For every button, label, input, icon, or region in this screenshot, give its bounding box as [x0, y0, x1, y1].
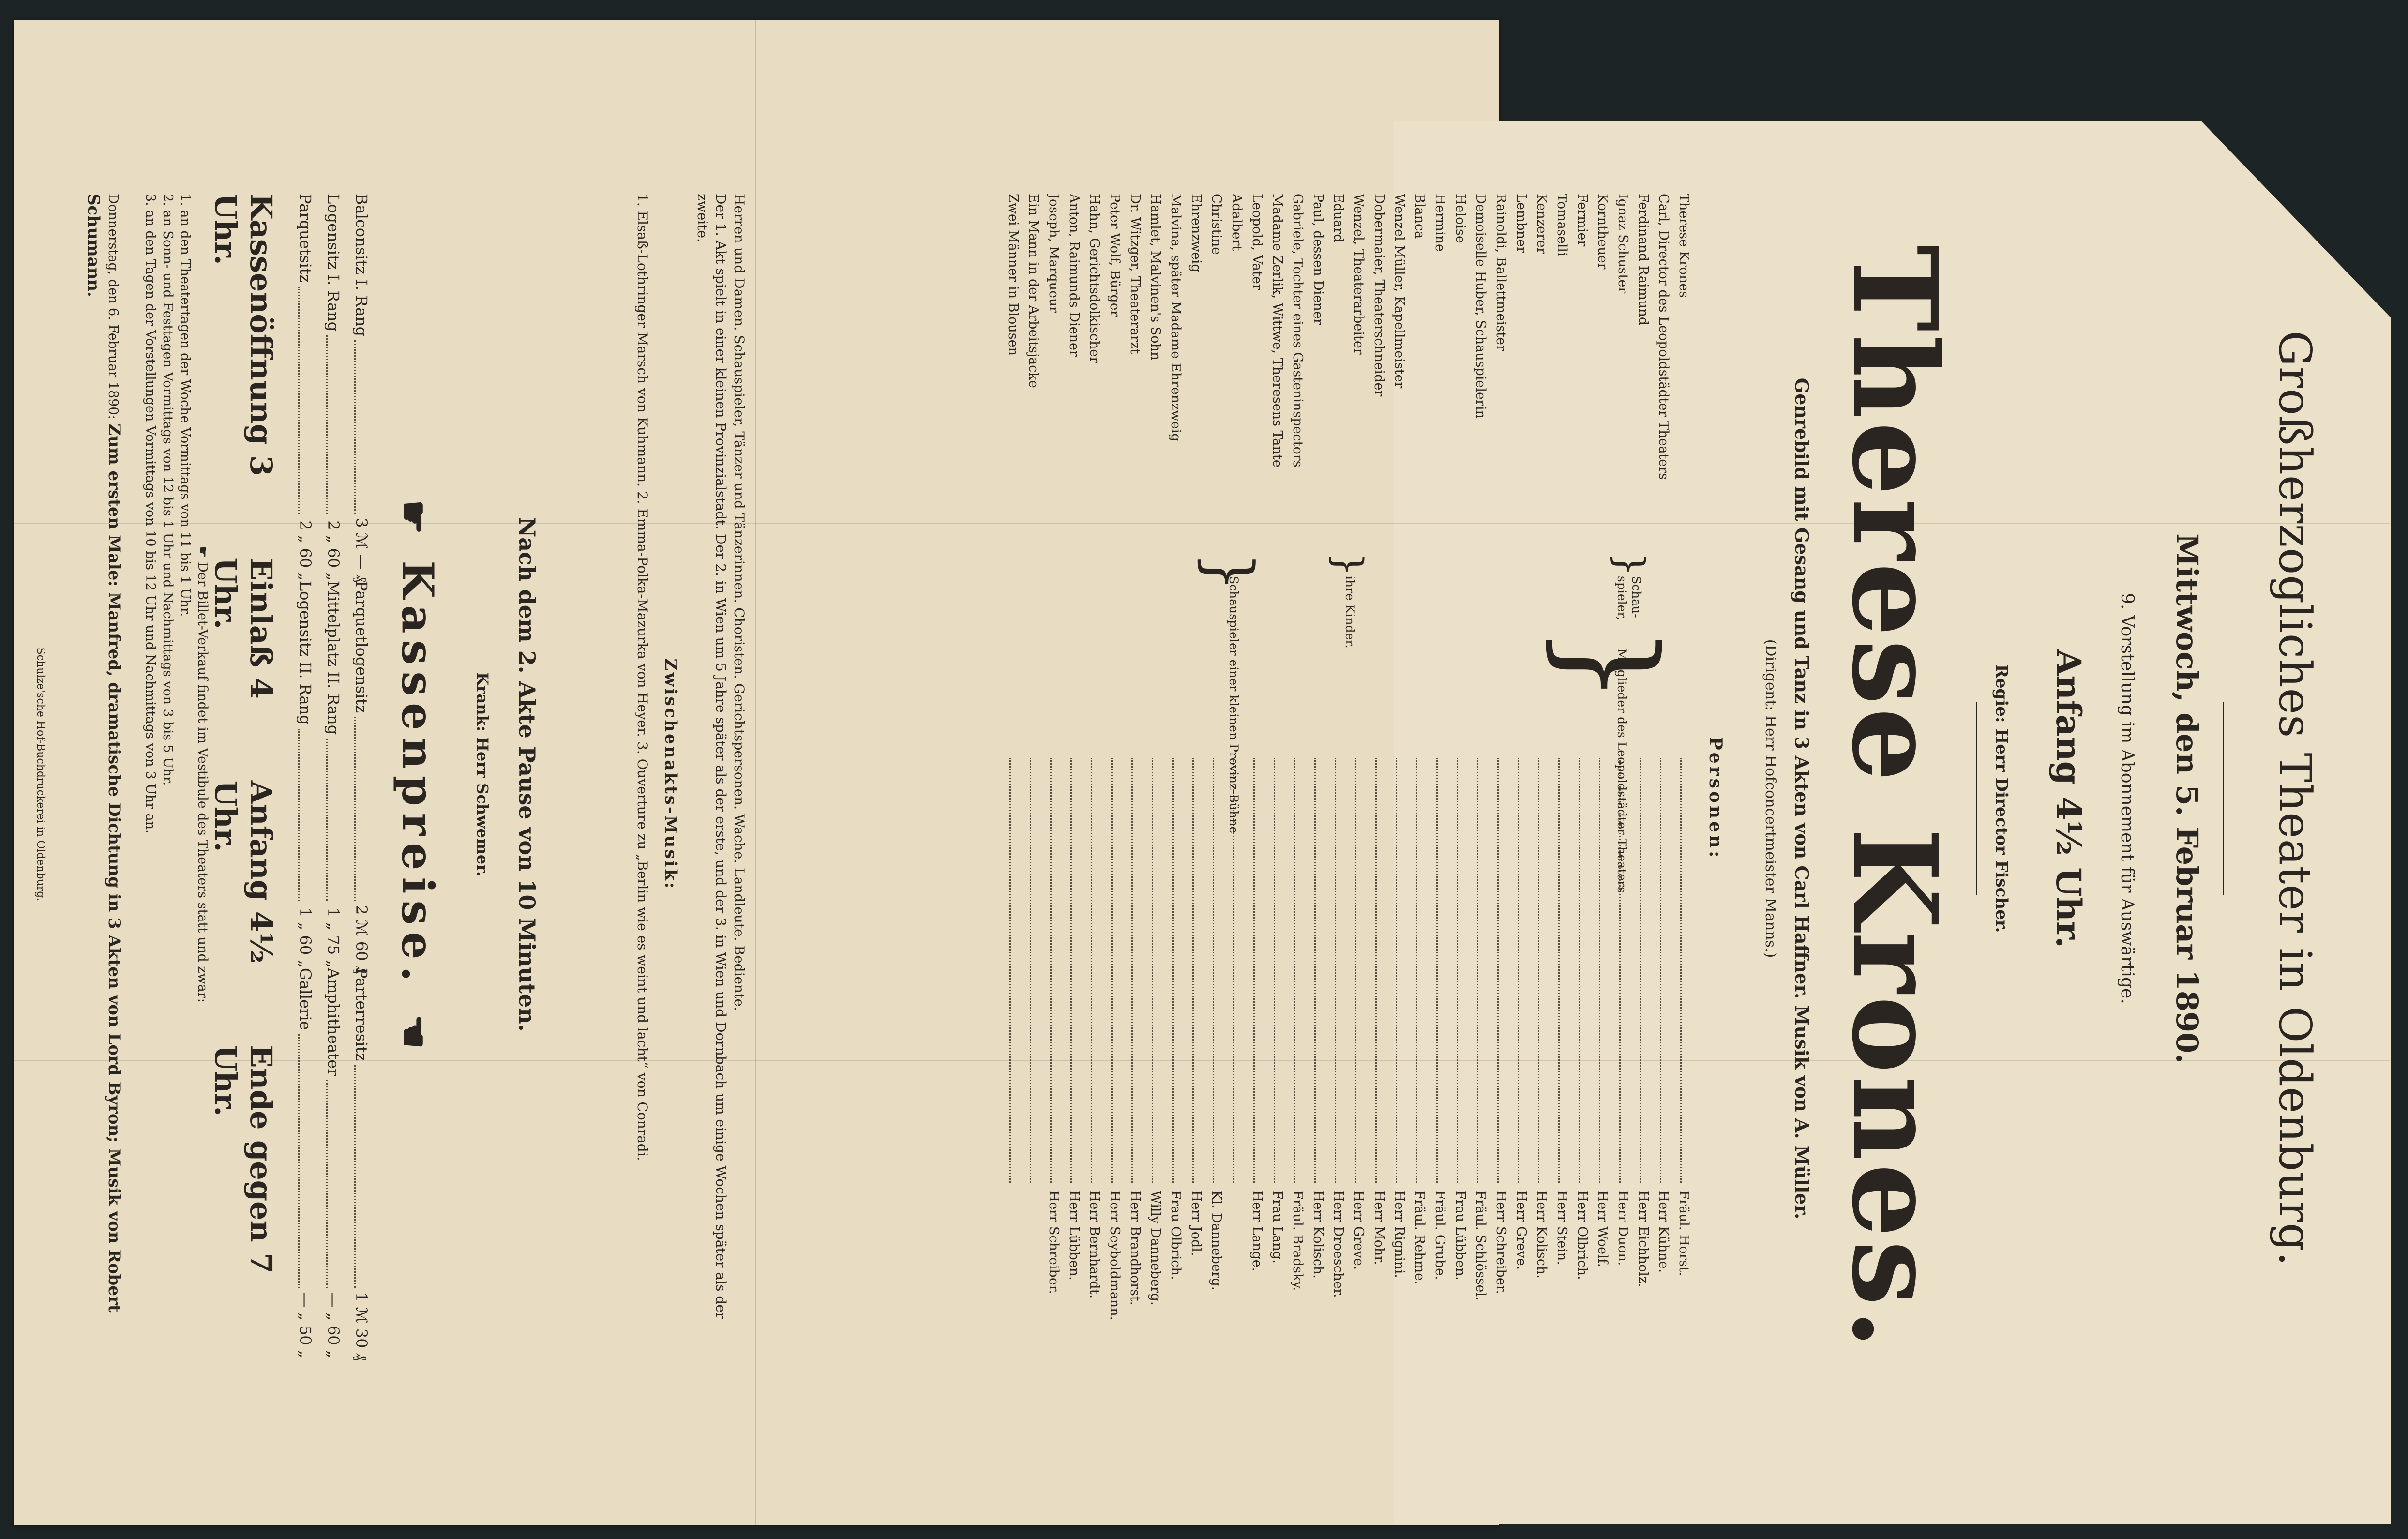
cast-row	[1391, 194, 1407, 1355]
regie-line: Regie: Herr Director Fischer.	[1992, 664, 2011, 933]
cast-row	[1431, 194, 1448, 1355]
cast-actor: Herr Kühne.	[1656, 1191, 1671, 1273]
performance-date: Mittwoch, den 5. Februar 1890.	[2169, 533, 2205, 1064]
cast-role: Rainoldi, Ballettmeister	[1493, 194, 1508, 351]
seat-price: — „ 60 „	[324, 1292, 343, 1358]
seat-category: Logensitz I. Rang	[324, 194, 343, 332]
cast-role: Demoiselle Huber, Schauspielerin	[1473, 194, 1488, 419]
cast-actor: Herr Lübben.	[1067, 1191, 1082, 1281]
music-heading: Zwischenakts-Musik:	[661, 658, 680, 890]
dot-leader	[354, 717, 376, 901]
cast-role: Madame Zerlik, Wittwe, Theresens Tante	[1270, 194, 1285, 468]
dot-leader	[1009, 758, 1021, 1183]
cast-role: Dr. Witzger, Theaterarzt	[1128, 194, 1143, 354]
price-cell	[347, 581, 376, 974]
cast-actor: Herr Rignini.	[1392, 1191, 1407, 1278]
cast-row	[1086, 194, 1102, 1355]
price-cell	[347, 194, 376, 581]
dot-leader	[298, 729, 319, 901]
theater-title: Großherzogliches Theater in Oldenburg.	[2269, 331, 2321, 1267]
pause-note: Nach dem 2. Akte Pause von 10 Minuten.	[514, 517, 540, 1032]
cast-actor: Herr Duon.	[1615, 1191, 1630, 1266]
cast-role: Ferdinand Raimund	[1636, 194, 1651, 326]
cast-actor: Fräul. Rehme.	[1412, 1191, 1427, 1285]
pointing-hand-icon: ☛	[195, 546, 210, 562]
cast-row	[1045, 194, 1062, 1355]
cast-actor: Fräul. Horst.	[1676, 1191, 1691, 1276]
dot-leader	[1192, 758, 1204, 1183]
cast-role: Christine	[1209, 194, 1224, 255]
prices-heading-text: Kassenpreise.	[392, 560, 443, 988]
dot-leader	[1680, 758, 1692, 1183]
dot-leader	[1497, 758, 1509, 1183]
seat-category: Amphitheater	[324, 968, 343, 1076]
dot-leader	[1396, 758, 1407, 1183]
seat-price: 1 ℳ 30 ₰	[352, 1292, 371, 1361]
prices-heading	[391, 194, 444, 1355]
cast-row	[1635, 194, 1651, 1355]
cast-actor: Herr Droescher.	[1331, 1191, 1346, 1298]
cast-row	[1675, 194, 1692, 1355]
ticket-sales-lead-text: Der Billet-Verkauf findet im Vestibule des Theaters statt und zwar:	[195, 561, 210, 1003]
box-office-time: Kassenöffnung 3 Uhr.	[208, 194, 279, 476]
cast-role: Heloise	[1453, 194, 1468, 243]
cast-role: Peter Wolf, Bürger	[1107, 194, 1122, 317]
divider	[1976, 702, 1977, 895]
dot-leader	[1660, 758, 1671, 1183]
cast-role: Korntheuer	[1595, 194, 1610, 270]
cast-actor	[1005, 1191, 1021, 1355]
dot-leader	[1152, 758, 1163, 1183]
dot-leader	[298, 287, 319, 514]
dot-leader	[1294, 758, 1306, 1183]
price-cell	[347, 968, 376, 1361]
cast-row	[1472, 194, 1489, 1355]
cast-role: Wenzel, Theaterarbeiter	[1351, 194, 1366, 355]
dot-leader	[1518, 758, 1529, 1183]
cast-row	[1655, 194, 1671, 1355]
play-title: Therese Krones.	[1826, 245, 1963, 1352]
dot-leader	[1335, 758, 1346, 1183]
cast-actor: Herr Brandhorst.	[1128, 1191, 1143, 1306]
dot-leader	[1111, 758, 1123, 1183]
dot-leader	[1355, 758, 1367, 1183]
pointing-hand-icon: ☛	[391, 1007, 437, 1049]
cast-actor: Herr Bernhardt.	[1087, 1191, 1102, 1299]
dot-leader	[1558, 758, 1570, 1183]
dot-leader	[1213, 758, 1224, 1183]
cast-actor: Herr Eichholz.	[1636, 1191, 1651, 1287]
cast-actor	[1228, 1191, 1245, 1355]
cast-role: Kenzerer	[1534, 194, 1549, 254]
cast-row	[1492, 194, 1509, 1355]
cast-role: Anton, Raimunds Diener	[1067, 194, 1082, 357]
cast-actor: Herr Woelf.	[1595, 1191, 1610, 1267]
brace-icon: }	[1536, 624, 1683, 705]
cast-actor: Herr Stein.	[1554, 1191, 1569, 1265]
cast-actor: Herr Kolisch.	[1534, 1191, 1549, 1279]
dot-leader	[326, 335, 347, 514]
cast-actor: Herr Lange.	[1249, 1191, 1264, 1272]
dot-leader	[1050, 758, 1062, 1183]
dot-leader	[1538, 758, 1550, 1183]
cast-role: Adalbert	[1229, 194, 1244, 251]
cast-row	[1289, 194, 1306, 1355]
dot-leader	[1314, 758, 1326, 1183]
seat-category: Gallerie	[296, 968, 315, 1030]
cast-actor: Herr Schreiber.	[1046, 1191, 1061, 1295]
seat-category: Parquetsitz	[296, 194, 315, 283]
cast-role: Ein Mann in der Arbeitsjacke	[1026, 194, 1041, 388]
price-cell	[291, 194, 319, 581]
printer-imprint: Schulze'sche Hof-Buchdruckerei in Oldenburg.	[34, 647, 46, 902]
brace-icon: }	[1326, 552, 1371, 576]
seat-category: Mittelplatz II. Rang	[324, 581, 343, 735]
dot-leader	[1416, 758, 1428, 1183]
dot-leader	[1599, 758, 1610, 1183]
extras-note: Herren und Damen. Schauspieler, Tänzer und Tänzerinnen. Choristen. Gerichtspersonen. Wache. Landleute. Bediente.	[731, 194, 747, 1011]
cast-role: Ignaz Schuster	[1615, 194, 1630, 294]
cast-role: Hermine	[1432, 194, 1447, 252]
seat-price: 2 „ 60 „	[324, 520, 343, 581]
dot-leader	[326, 1080, 347, 1288]
cast-role: Paul, dessen Diener	[1310, 194, 1325, 325]
cast-actor: Fräul. Grube.	[1432, 1191, 1447, 1280]
price-row	[319, 194, 347, 1358]
cast-role: Hahn, Gerichtsdolkischer	[1087, 194, 1102, 363]
dot-leader	[1457, 758, 1468, 1183]
cast-row	[1574, 194, 1590, 1355]
cast-role: Carl, Director des Leopoldstädter Theaters	[1656, 194, 1671, 480]
cast-actor: Herr Jodl.	[1189, 1191, 1204, 1256]
cast-row	[1533, 194, 1550, 1355]
cast-row	[1025, 194, 1041, 1355]
cast-actor	[1025, 1191, 1041, 1355]
cast-role: Dobermaier, Theaterschneider	[1371, 194, 1386, 397]
cast-role: Ehrenzweig	[1189, 194, 1204, 272]
next-performance	[82, 194, 124, 1355]
dot-leader	[326, 739, 347, 901]
cast-row	[1269, 194, 1285, 1355]
cast-role: Leopold, Vater	[1249, 194, 1264, 290]
cast-actor: Fräul. Bradsky.	[1290, 1191, 1305, 1291]
price-cell	[319, 194, 347, 581]
dot-leader	[1131, 758, 1143, 1183]
dot-leader	[1070, 758, 1082, 1183]
cast-role: Fermier	[1575, 194, 1590, 247]
illness-note: Krank: Herr Schwemer.	[473, 672, 492, 877]
cast-actor: Fräul. Schlössel.	[1473, 1191, 1488, 1301]
cast-role: Malvina, später Madame Ehrenzweig	[1168, 194, 1183, 442]
dot-leader	[1640, 758, 1651, 1183]
cast-actor: Herr Schreiber.	[1493, 1191, 1508, 1295]
cast-role: Joseph, Marqueur	[1046, 194, 1061, 313]
group-note: Mitglieder des Leopoldstädter Theaters	[1615, 649, 1629, 893]
cast-row	[1350, 194, 1367, 1355]
cast-actor: Willy Danneberg.	[1148, 1191, 1163, 1306]
dot-leader	[1030, 758, 1041, 1183]
cast-row	[1249, 194, 1265, 1355]
cast-actor: Herr Seyboldmann.	[1107, 1191, 1122, 1321]
acts-note: Der 1. Akt spielt in einer kleinen Provinzialstadt. Der 2. in Wien um 5 Jahre später als der erste, und der 3. in Wien und Dornbach um einige Wochen später als der zweite.	[694, 194, 729, 1319]
cast-role: Tomaselli	[1554, 194, 1569, 256]
dot-leader	[1436, 758, 1448, 1183]
price-cell	[319, 581, 347, 968]
ticket-sales-item: 3. an den Tagen der Vorstellungen Vormittags von 10 bis 12 Uhr und Nachmittags von 3 Uhr an.	[143, 194, 158, 834]
next-date: Donnerstag, den 6. Februar 1890:	[105, 194, 120, 420]
start-time: Anfang 4½ Uhr.	[2048, 649, 2089, 948]
cast-actor: Herr Greve.	[1351, 1191, 1366, 1270]
price-row	[347, 194, 376, 1361]
ticket-sales	[141, 194, 211, 1355]
next-details: Zum ersten Male: Manfred, dramatische Dichtung in 3 Akten von Lord Byron; Musik von Robert Schumann.	[84, 194, 124, 1313]
cast-row	[1208, 194, 1224, 1355]
cast-actor: Herr Greve.	[1514, 1191, 1529, 1270]
group-note: ihre Kinder.	[1343, 576, 1357, 649]
dot-leader	[1477, 758, 1489, 1183]
cast-row	[1066, 194, 1082, 1355]
start-time-footer: Anfang 4½ Uhr.	[208, 780, 279, 964]
dot-leader	[1579, 758, 1590, 1183]
seat-price: 2 ℳ 60 ₰	[352, 905, 371, 974]
seat-category: Balconsitz I. Rang	[352, 194, 371, 337]
cast-actor: Herr Olbrich.	[1575, 1191, 1590, 1280]
ticket-sales-item: 2. an Sonn- und Festtagen Vormittags von 12 bis 1 Uhr und Nachmittags von 3 bis 5 Uhr.	[160, 194, 175, 786]
cast-actor: Frau Lübben.	[1453, 1191, 1468, 1281]
dirigent: (Dirigent: Herr Hofconcertmeister Manns.)	[1762, 639, 1779, 958]
performance-number: 9. Vorstellung im Abonnement für Auswärtige.	[2117, 593, 2137, 1004]
cast-row	[1513, 194, 1529, 1355]
dot-leader	[1375, 758, 1387, 1183]
cast-role: Wenzel Müller, Kapellmeister	[1392, 194, 1407, 389]
cast-heading: Personen:	[1705, 737, 1726, 860]
music-program: 1. Elsaß-Lothringer Marsch von Kuhmann. 2. Emma-Polka-Mazurka von Heyer. 3. Ouverture zu „Berlin wie es weint und lacht“ von Conradi.	[634, 194, 650, 1161]
seat-price: 1 „ 60 „	[296, 907, 315, 968]
extras-and-acts	[693, 194, 748, 1355]
brace-icon: }	[1608, 552, 1653, 576]
admission-time: Einlaß 4 Uhr.	[208, 558, 279, 699]
dot-leader	[1274, 758, 1285, 1183]
cast-actor: Herr Mohr.	[1371, 1191, 1386, 1265]
seat-category: Logensitz II. Rang	[296, 581, 315, 725]
cast-row	[1553, 194, 1570, 1355]
cast-row	[1167, 194, 1184, 1355]
cast-row	[1594, 194, 1610, 1355]
cast-row	[1127, 194, 1143, 1355]
brace-icon: }	[1193, 552, 1266, 592]
cast-role: Therese Krones	[1676, 194, 1691, 298]
seat-category: Parquetlogensitz	[352, 581, 371, 713]
seat-category: Parterresitz	[352, 968, 371, 1061]
cast-actor: Kl. Danneberg.	[1209, 1191, 1224, 1291]
cast-actor: Frau Lang.	[1270, 1191, 1285, 1264]
divider	[2223, 702, 2224, 895]
price-cell	[291, 968, 319, 1358]
ticket-sales-lead	[194, 194, 211, 1355]
cast-role: Eduard	[1331, 194, 1346, 242]
cast-row	[1330, 194, 1346, 1355]
ticket-sales-item: 1. an den Theatertagen der Woche Vormittags von 11 bis 1 Uhr.	[178, 194, 193, 617]
cast-actor: Frau Olbrich.	[1168, 1191, 1183, 1280]
seat-price: 3 ℳ — ₰	[352, 518, 371, 583]
cast-role: Zwei Männer in Blousen	[1006, 194, 1021, 356]
price-cell	[319, 968, 347, 1358]
seat-price: — „ 50 „	[296, 1292, 315, 1358]
dot-leader	[298, 1034, 319, 1288]
seat-price: 2 „ 60 „	[296, 520, 315, 581]
price-table	[291, 194, 376, 1361]
cast-row	[1147, 194, 1163, 1355]
cast-actor: Herr Kolisch.	[1310, 1191, 1325, 1279]
cast-row	[1411, 194, 1428, 1355]
seat-price: 1 „ 75 „	[324, 907, 343, 968]
cast-role: Lembner	[1514, 194, 1529, 254]
cast-row	[1452, 194, 1468, 1355]
group-note: Schau- spieler,	[1615, 576, 1643, 620]
play-genre: Genrebild mit Gesang und Tanz in 3 Akten von Carl Haffner. Musik von A. Müller.	[1791, 377, 1813, 1220]
cast-row	[1005, 194, 1021, 1355]
cast-row	[1370, 194, 1387, 1355]
cast-role: Blanca	[1412, 194, 1427, 239]
price-cell	[291, 581, 319, 968]
cast-row	[1106, 194, 1123, 1355]
dot-leader	[1172, 758, 1184, 1183]
dot-leader	[354, 340, 376, 514]
dot-leader	[1253, 758, 1265, 1183]
dot-leader	[1091, 758, 1102, 1183]
dot-leader	[354, 1065, 376, 1288]
times-line	[208, 194, 279, 1355]
cast-row	[1309, 194, 1326, 1355]
end-time: Ende gegen 7 Uhr.	[208, 1045, 279, 1274]
pointing-hand-icon: ☛	[391, 499, 437, 542]
price-row	[291, 194, 319, 1358]
cast-role: Gabriele, Tochter eines Gasteninspectors	[1290, 194, 1305, 468]
group-note: Schauspieler einer kleinen Provinz-Bühne	[1227, 576, 1241, 834]
cast-row	[1188, 194, 1204, 1355]
cast-role: Hamlet, Malvinen's Sohn	[1148, 194, 1163, 361]
